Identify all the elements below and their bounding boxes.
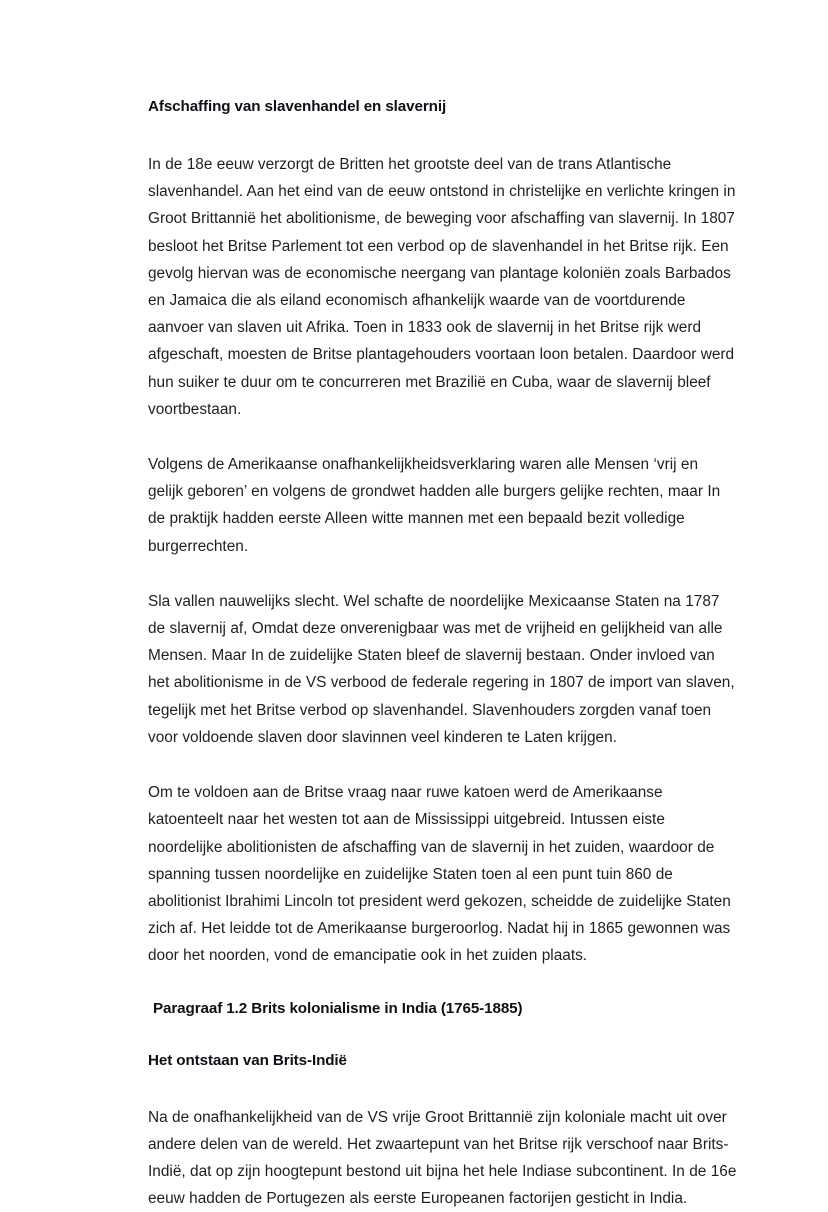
paragraph-abolition-britain: In de 18e eeuw verzorgt de Britten het grootste deel van de trans Atlantische slavenhandel. Aan het eind van de eeuw ontstond in christelijke en verlichte kringen in Groot Brittannië het abolitionisme, de beweging voor afschaffing van slavernij. In 1807 besloot het Britse Parlement tot een verbod op de slavenhandel in het Britse rijk. Een gevolg hiervan was de economische neergang van plantage koloniën zoals Barbados en Jamaica die als eiland economisch afhankelijk waarde van de voortdurende aanvoer van slaven uit Afrika. Toen in 1833 ook de slavernij in het Britse rijk werd afgeschaft, moesten de Britse plantagehouders voortaan loon betalen. Daardoor werd hun suiker te duur om te concurreren met Brazilië en Cuba, waar de slavernij bleef voortbestaan.	[148, 156, 736, 418]
paragraph-brits-indie-origin: Na de onafhankelijkheid van de VS vrije Groot Brittannië zijn koloniale macht uit over andere delen van de wereld. Het zwaartepunt van het Britse rijk verschoof naar Brits-Indië, dat op zijn hoogtepunt bestond uit bijna het hele Indiase subcontinent. In de 16e eeuw hadden de Portugezen als eerste Europeanen factorijen gesticht in India.	[148, 1108, 737, 1208]
subsection-heading-ontstaan-brits-indie: Het ontstaan van Brits-Indië	[148, 1051, 347, 1069]
section-heading-paragraaf-1-2: Paragraaf 1.2 Brits kolonialisme in India (1765-1885)	[153, 999, 523, 1017]
paragraph-declaration-rights: Volgens de Amerikaanse onafhankelijkheidsverklaring waren alle Mensen ‘vrij en gelijk geboren’ en volgens de grondwet hadden alle burgers gelijke rechten, maar In de praktijk hadden eerste Alleen witte mannen met een bepaald bezit volledige burgerrechten.	[148, 456, 721, 555]
paragraph-us-slavery-states: Sla vallen nauwelijks slecht. Wel schafte de noordelijke Mexicaanse Staten na 1787 de slavernij af, Omdat deze onverenigbaar was met de vrijheid en gelijkheid van alle Mensen. Maar In de zuidelijke Staten bleef de slavernij bestaan. Onder invloed van het abolitionisme in de VS verbood de federale regering in 1807 de import van slaven, tegelijk met het Britse verbod op slavenhandel. Slavenhouders zorgden vanaf toen voor voldoende slaven door slavinnen veel kinderen te Laten krijgen.	[148, 592, 735, 746]
paragraph-cotton-civil-war: Om te voldoen aan de Britse vraag naar ruwe katoen werd de Amerikaanse katoenteelt naar het westen tot aan de Mississippi uitgebreid. Intussen eiste noordelijke abolitionisten de afschaffing van de slavernij in het zuiden, waardoor de spanning tussen noordelijke en zuidelijke Staten toen al een punt tuin 860 de abolitionist Ibrahimi Lincoln tot president werd gekozen, scheidde de zuidelijke Staten zich af. Het leidde tot de Amerikaanse burgeroorlog. Nadat hij in 1865 gewonnen was door het noorden, vond de emancipatie ook in het zuiden plaats.	[148, 784, 731, 965]
page-title: Afschaffing van slavenhandel en slavernij	[148, 98, 447, 115]
document-body	[148, 96, 737, 1212]
